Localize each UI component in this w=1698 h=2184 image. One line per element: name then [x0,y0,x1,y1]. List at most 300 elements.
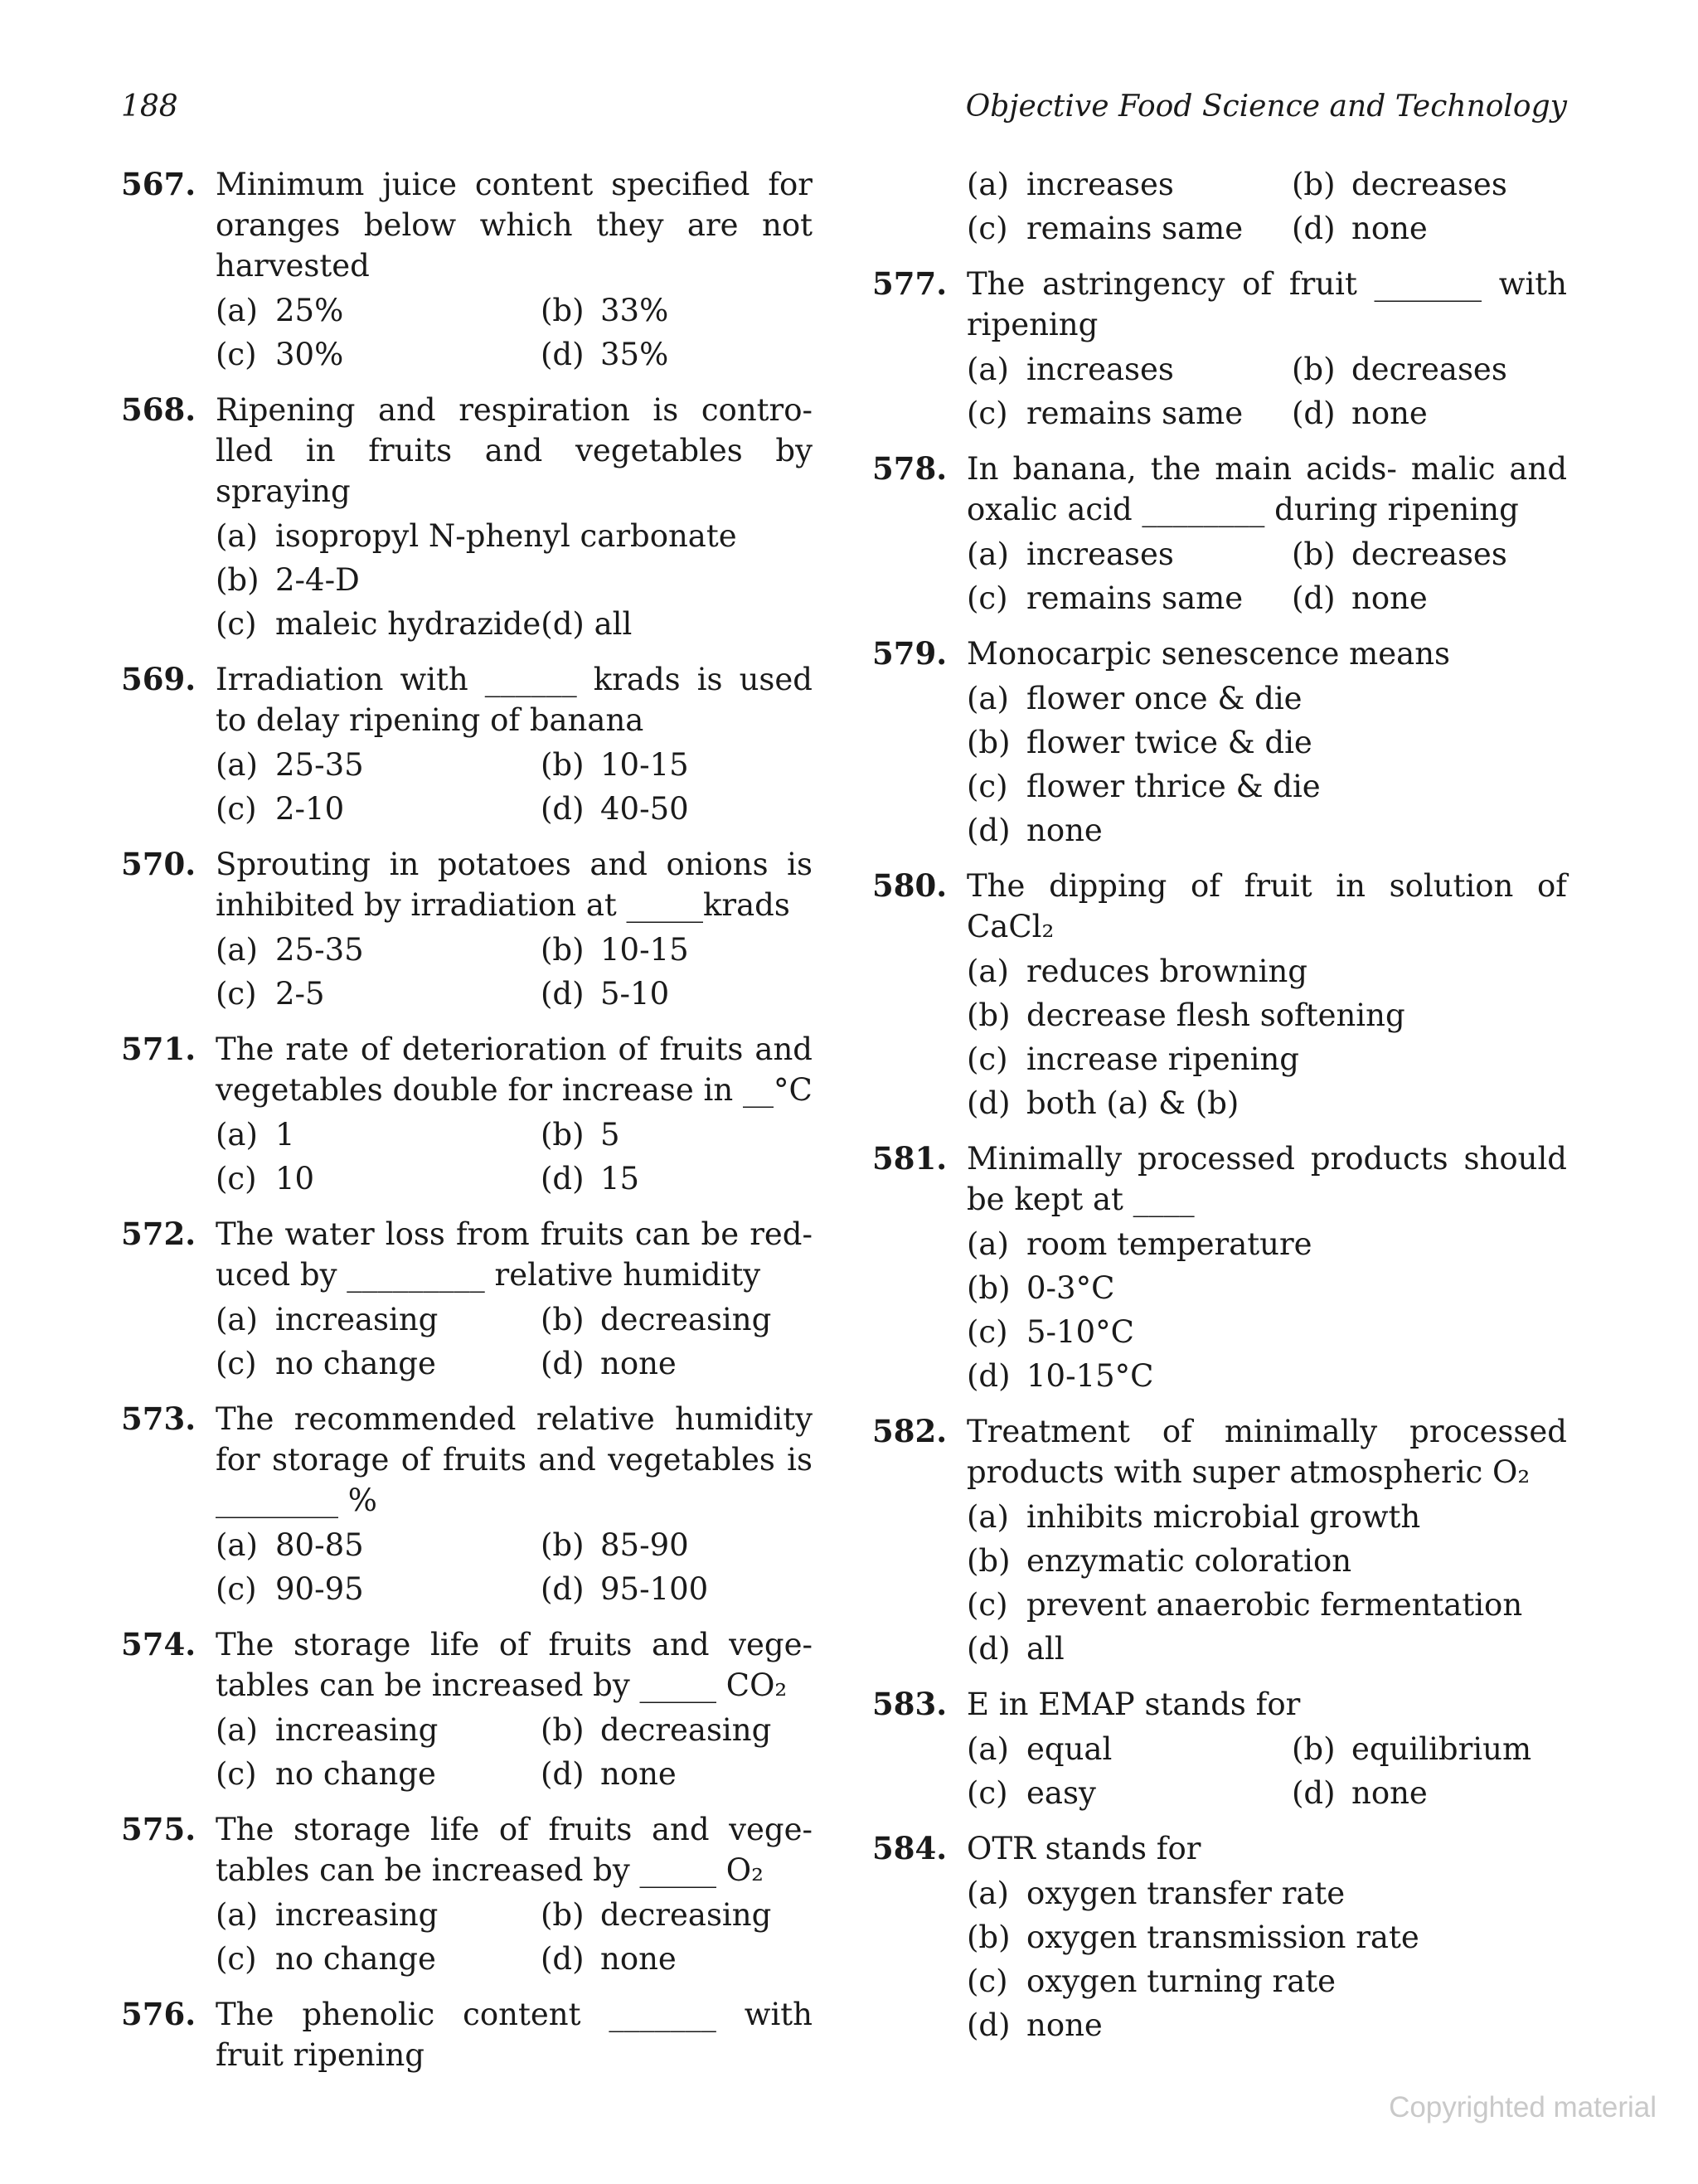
answer-option [967,1037,1567,1081]
question-stem: In banana, the main acids- malic and oxalic acid ________ during ripening [967,451,1567,527]
answer-option [967,1771,1292,1815]
question-number: 576. [121,1996,196,2032]
option-text: no change [275,1346,436,1381]
option-label: (c) [967,211,1008,246]
option-label: (c) [967,580,1008,616]
question-body [216,1214,813,1386]
question-number: 570. [121,846,196,882]
question-number: 574. [121,1626,196,1662]
option-text: 10 [275,1161,315,1196]
question-body [967,264,1567,435]
options-list [967,347,1567,435]
option-text: decreases [1351,536,1507,572]
question-body [216,164,813,376]
option-label: (d) [541,1161,585,1196]
answer-option [541,1342,813,1386]
question [121,1399,813,1611]
answer-option [1292,391,1567,435]
answer-option [216,743,541,787]
question-stem: The water loss from fruits can be red-uced by _________ relative humidity [216,1216,813,1293]
options-list [216,928,813,1016]
option-label: (c) [216,606,257,642]
option-label: (c) [216,1941,257,1977]
option-text: remains same [1026,580,1244,616]
option-label: (b) [541,1527,585,1563]
option-label: (c) [216,1346,257,1381]
option-label: (a) [967,1876,1009,1911]
question-stem: The rate of deterioration of fruits and vegetables double for increase in __°C [216,1031,813,1108]
question-stem: Minimum juice content specified for oranges below which they are not harvested [216,167,813,284]
option-text: oxygen turning rate [1026,1963,1337,1999]
question-body [967,1684,1567,1815]
question-stem: The storage life of fruits and vege-tables can be increased by _____ CO₂ [216,1627,813,1703]
option-text: decreasing [600,1712,772,1748]
option-text: oxygen transfer rate [1026,1876,1346,1911]
answer-option [216,787,541,831]
question-number: 582. [872,1413,948,1449]
answer-option [541,1708,813,1752]
answer-option [216,1893,541,1937]
option-label: (d) [1292,1775,1336,1811]
option-label: (d) [1292,580,1336,616]
answer-option [967,677,1567,721]
option-label: (d) [967,813,1011,848]
option-label: (d) [967,2007,1011,2043]
question-stem: The recommended relative humidity for storage of fruits and vegetables is ________ % [216,1401,813,1518]
answer-option [967,764,1567,808]
option-text: reduces browning [1026,954,1307,989]
question-number: 569. [121,661,196,697]
answer-option [541,743,813,787]
option-text: inhibits microbial growth [1026,1499,1421,1535]
question-stem: The storage life of fruits and vege-tables can be increased by _____ O₂ [216,1812,813,1888]
continued-options [967,163,1567,250]
option-label: (b) [541,932,585,968]
answer-option [541,332,813,376]
option-label: (a) [216,932,258,968]
answer-option [216,332,541,376]
answer-option [216,928,541,972]
answer-option [967,2003,1567,2047]
option-text: room temperature [1026,1226,1312,1262]
option-label: (d) [541,976,585,1012]
question-number: 579. [872,635,948,672]
question-number: 577. [872,265,948,302]
answer-option [541,1893,813,1937]
question-stem: The phenolic content _______ with fruit ripening [216,1997,813,2073]
option-label: (b) [967,725,1011,760]
answer-option [967,1727,1292,1771]
option-label: (a) [967,352,1009,387]
option-label: (c) [216,1756,257,1792]
question-number: 572. [121,1216,196,1252]
answer-option [216,289,541,332]
option-text: no change [275,1941,436,1977]
options-list [216,514,813,646]
option-text: none [600,1756,677,1792]
option-label: (c) [216,791,257,827]
option-label: (d) [541,1571,585,1607]
option-label: (a) [967,1226,1009,1262]
answer-option [216,602,813,646]
option-text: none [600,1346,677,1381]
option-label: (b) [967,1270,1011,1306]
option-label: (a) [216,1117,258,1153]
option-text: easy [1026,1775,1096,1811]
option-label: (a) [967,681,1009,716]
option-label: (a) [967,536,1009,572]
option-label: (c) [967,1587,1008,1623]
option-text: 25% [275,293,344,328]
question-body [216,390,813,646]
option-label: (b) [967,1543,1011,1579]
answer-option [216,1342,541,1386]
options-list [216,1893,813,1981]
answer-option [1292,532,1567,576]
option-text: decreasing [600,1897,772,1933]
question-body [216,659,813,831]
answer-option [216,514,813,558]
question-stem: Monocarpic senescence means [967,636,1451,672]
option-label: (b) [1292,352,1336,387]
answer-option [967,163,1292,206]
answer-option [967,1222,1567,1266]
answer-option [541,928,813,972]
option-label: (c) [216,337,257,372]
options-list [967,1495,1567,1671]
answer-option [967,993,1567,1037]
question-stem: Minimally processed products should be kept at ____ [967,1141,1567,1217]
options-list [216,1298,813,1386]
option-text: 25-35 [275,747,364,783]
option-text: 90-95 [275,1571,364,1607]
option-label: (a) [216,1712,258,1748]
option-label: (c) [216,976,257,1012]
question-stem: Irradiation with ______ krads is used to delay ripening of banana [216,662,813,738]
option-text: increasing [275,1712,439,1748]
option-text: increase ripening [1026,1041,1299,1077]
option-label: (c) [967,1314,1008,1350]
option-label: (b) [541,747,585,783]
question-body [216,1029,813,1201]
option-text: none [1351,396,1428,431]
option-text: prevent anaerobic fermentation [1026,1587,1523,1623]
answer-option [216,558,813,602]
answer-option [967,949,1567,993]
options-list [967,949,1567,1125]
answer-option [541,289,813,332]
option-label: (c) [967,1775,1008,1811]
question-number: 568. [121,391,196,428]
options-list [216,289,813,376]
copyright-watermark: Copyrighted material [1389,2091,1657,2123]
option-text: increases [1026,352,1174,387]
question-body [967,633,1567,852]
option-text: none [1026,813,1103,848]
option-text: increases [1026,536,1174,572]
answer-option [967,347,1292,391]
answer-option [967,1871,1567,1915]
option-label: (d) [541,1941,585,1977]
question [121,1994,813,2075]
option-text: decreases [1351,352,1507,387]
option-label: (c) [967,1041,1008,1077]
option-label: (b) [967,997,1011,1033]
question [121,844,813,1016]
answer-option [216,1567,541,1611]
option-label: (b) [541,1897,585,1933]
option-text: enzymatic coloration [1026,1543,1352,1579]
page-number: 188 [121,90,178,124]
answer-option [967,1266,1567,1310]
option-text: none [1351,1775,1428,1811]
answer-option [1292,576,1567,620]
answer-option [967,1959,1567,2003]
answer-option [216,1113,541,1157]
answer-option [967,1627,1567,1671]
answer-option [216,1752,541,1796]
question [121,1809,813,1981]
right-column [872,164,1567,2060]
answer-option [967,1915,1567,1959]
question-stem: Sprouting in potatoes and onions is inhibited by irradiation at _____krads [216,847,813,923]
answer-option [967,576,1292,620]
option-text: 80-85 [275,1527,364,1563]
right-questions [872,264,1567,2047]
answer-option [541,1567,813,1611]
option-label: (d) [1292,396,1336,431]
answer-option [967,1310,1567,1354]
answer-option [541,1752,813,1796]
option-text: 33% [600,293,669,328]
option-label: (b) [1292,536,1336,572]
answer-option [541,1157,813,1201]
option-label: (b) [541,1117,585,1153]
option-label: (c) [967,396,1008,431]
running-head: Objective Food Science and Technology [965,90,1567,124]
option-text: 10-15°C [1026,1358,1154,1394]
answer-option [1292,163,1567,206]
answer-option [541,787,813,831]
option-text: maleic hydrazide(d) all [275,606,633,642]
question-body [216,1624,813,1796]
answer-option [967,1081,1567,1125]
option-label: (a) [216,518,258,554]
question-number: 578. [872,450,948,487]
option-label: (a) [216,1897,258,1933]
answer-option [216,1708,541,1752]
option-label: (d) [541,791,585,827]
option-text: increasing [275,1302,439,1337]
question [872,264,1567,435]
question-number: 581. [872,1140,948,1177]
option-label: (a) [967,1499,1009,1535]
answer-option [216,972,541,1016]
question [121,390,813,646]
option-text: flower once & die [1026,681,1303,716]
question [872,449,1567,620]
option-text: oxygen transmission rate [1026,1919,1419,1955]
option-text: 5-10°C [1026,1314,1134,1350]
option-label: (d) [541,337,585,372]
question [872,1138,1567,1398]
option-label: (b) [541,293,585,328]
option-text: flower twice & die [1026,725,1312,760]
options-list [967,1222,1567,1398]
option-label: (b) [541,1302,585,1337]
option-text: isopropyl N-phenyl carbonate [275,518,737,554]
answer-option [1292,1771,1567,1815]
option-label: (c) [967,1963,1008,1999]
option-text: remains same [1026,211,1244,246]
answer-option [967,1539,1567,1583]
answer-option [967,721,1567,764]
answer-option [967,808,1567,852]
question [121,1214,813,1386]
option-text: 85-90 [600,1527,689,1563]
option-label: (b) [1292,1731,1336,1767]
option-text: increasing [275,1897,439,1933]
option-text: decreases [1351,167,1507,202]
option-text: both (a) & (b) [1026,1085,1240,1121]
option-label: (c) [216,1571,257,1607]
question-number: 580. [872,867,948,904]
question-body [216,844,813,1016]
question [872,866,1567,1125]
question-body [967,449,1567,620]
question-number: 573. [121,1400,196,1437]
question-body [967,866,1567,1125]
option-text: decrease flesh softening [1026,997,1405,1033]
option-text: 1 [275,1117,295,1153]
option-text: 2-10 [275,791,345,827]
answer-option [967,1495,1567,1539]
option-label: (a) [967,1731,1009,1767]
answer-option [541,1298,813,1342]
question [121,164,813,376]
option-text: 95-100 [600,1571,709,1607]
options-list [216,1113,813,1201]
option-label: (d) [1292,211,1336,246]
answer-option [541,972,813,1016]
options-list [216,1523,813,1611]
question-body [967,1411,1567,1671]
options-list [967,1727,1567,1815]
option-label: (b) [541,1712,585,1748]
option-text: none [1026,2007,1103,2043]
question [121,1624,813,1796]
option-text: 30% [275,337,344,372]
options-list [967,1871,1567,2047]
question-body [216,1994,813,2075]
option-text: decreasing [600,1302,772,1337]
question-number: 571. [121,1031,196,1067]
options-list [216,743,813,831]
question [121,659,813,831]
answer-option [967,391,1292,435]
options-list [967,677,1567,852]
answer-option [216,1298,541,1342]
option-label: (c) [967,769,1008,804]
answer-option [967,206,1292,250]
question [121,1029,813,1201]
option-label: (b) [216,562,260,598]
option-label: (b) [1292,167,1336,202]
left-column [121,164,813,2089]
question-body [216,1809,813,1981]
question-stem: The astringency of fruit _______ with ripening [967,266,1567,342]
option-label: (d) [541,1756,585,1792]
option-text: 2-4-D [275,562,360,598]
option-text: no change [275,1756,436,1792]
option-label: (a) [216,293,258,328]
option-text: 40-50 [600,791,689,827]
option-text: 0-3°C [1026,1270,1115,1306]
question-number: 567. [121,166,196,202]
answer-option [541,1523,813,1567]
option-label: (a) [216,1302,258,1337]
option-text: 2-5 [275,976,325,1012]
options-list [216,1708,813,1796]
option-text: 5 [600,1117,620,1153]
option-label: (a) [216,747,258,783]
question [872,633,1567,852]
option-text: 5-10 [600,976,670,1012]
option-label: (a) [967,167,1009,202]
option-text: equal [1026,1731,1113,1767]
answer-option [541,1937,813,1981]
answer-option [216,1157,541,1201]
question-number: 575. [121,1811,196,1847]
question-body [967,1138,1567,1398]
option-label: (d) [967,1631,1011,1667]
option-text: 15 [600,1161,640,1196]
question [872,1684,1567,1815]
option-text: 10-15 [600,932,689,968]
question-number: 583. [872,1686,948,1722]
option-text: none [1351,211,1428,246]
options-list [967,532,1567,620]
option-label: (d) [967,1358,1011,1394]
answer-option [1292,1727,1567,1771]
option-label: (b) [967,1919,1011,1955]
question-number: 584. [872,1830,948,1866]
question-stem: Treatment of minimally processed products with super atmospheric O₂ [967,1414,1567,1490]
option-label: (a) [967,954,1009,989]
answer-option [967,1583,1567,1627]
option-text: flower thrice & die [1026,769,1321,804]
option-label: (d) [541,1346,585,1381]
option-text: 25-35 [275,932,364,968]
option-text: none [1351,580,1428,616]
option-text: increases [1026,167,1174,202]
answer-option [541,1113,813,1157]
option-text: 10-15 [600,747,689,783]
option-text: none [600,1941,677,1977]
answer-option [216,1523,541,1567]
question-stem: Ripening and respiration is contro-lled in fruits and vegetables by spraying [216,392,813,509]
answer-option [1292,347,1567,391]
question [872,1411,1567,1671]
answer-option [967,532,1292,576]
answer-option [1292,206,1567,250]
question-stem: The dipping of fruit in solution of CaCl₂ [967,868,1567,944]
option-text: equilibrium [1351,1731,1532,1767]
question [872,1828,1567,2047]
option-label: (a) [216,1527,258,1563]
answer-option [967,1354,1567,1398]
option-text: remains same [1026,396,1244,431]
